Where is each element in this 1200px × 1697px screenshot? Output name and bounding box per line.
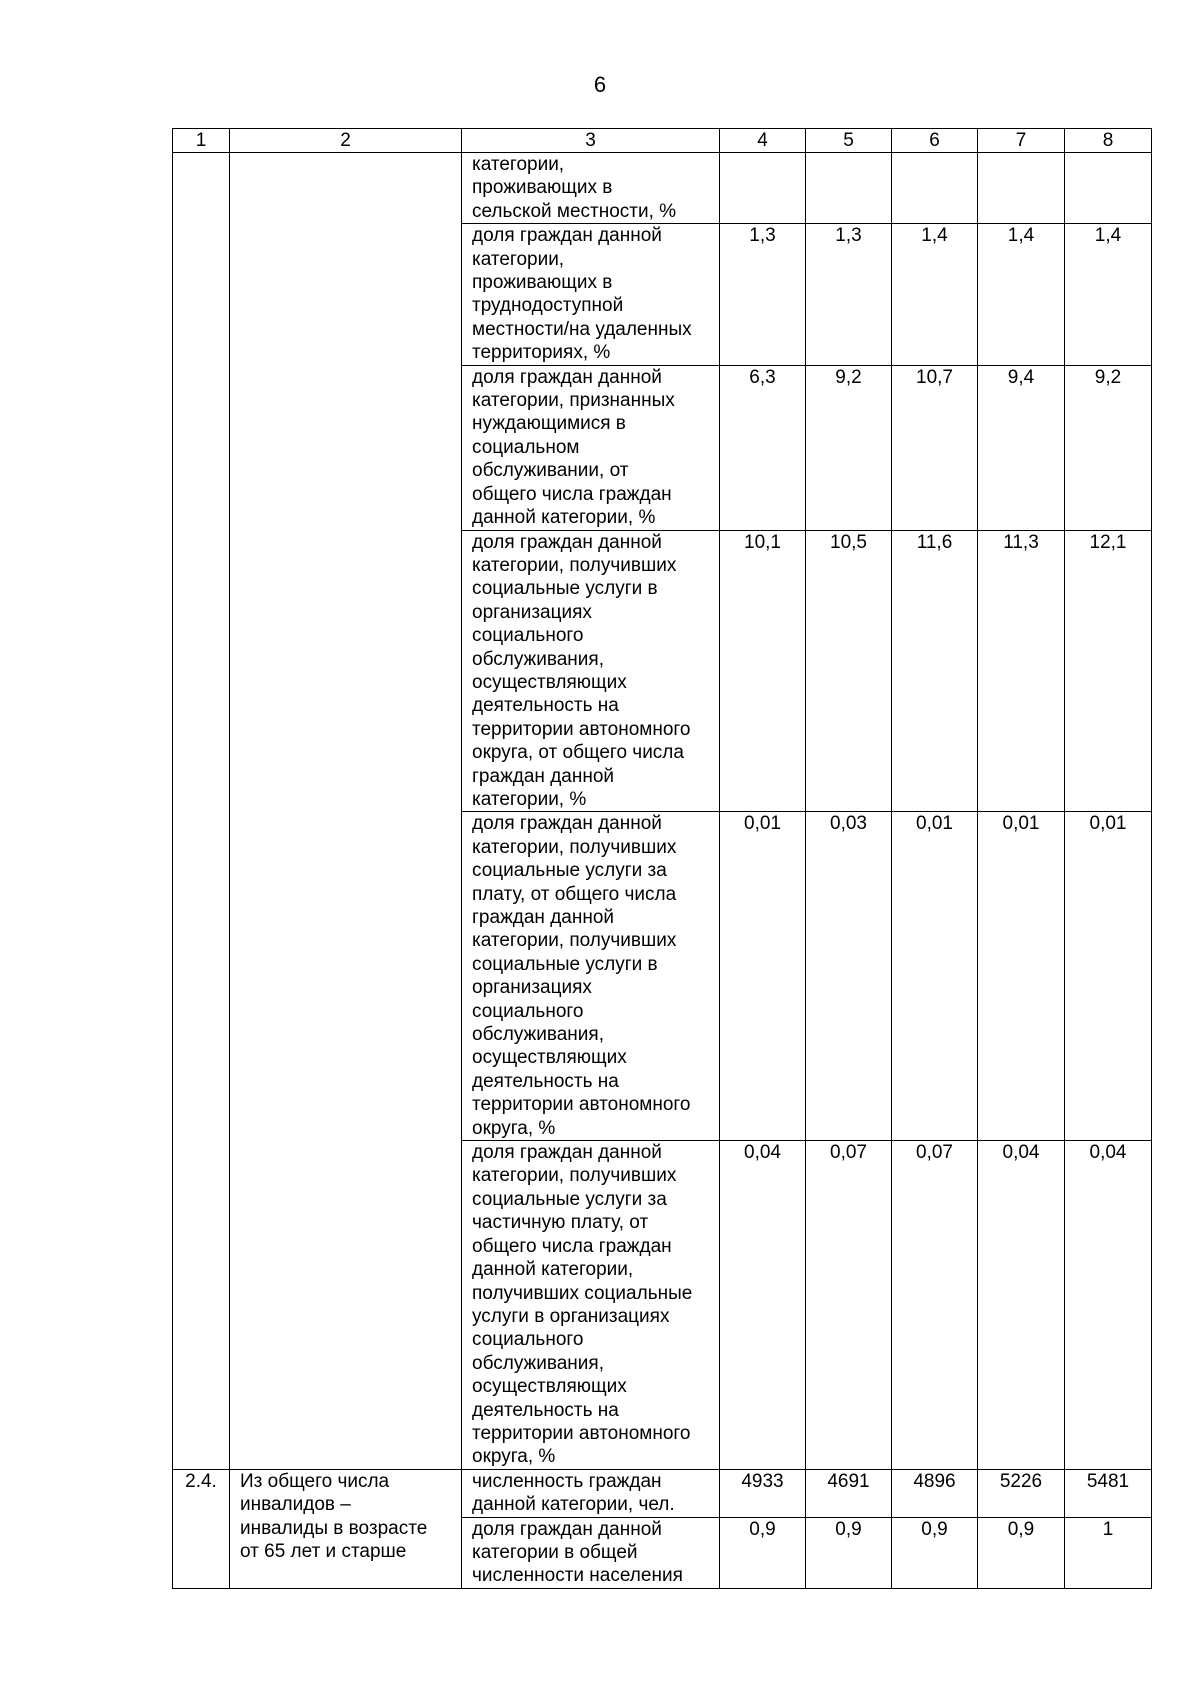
value-cell: 0,01 bbox=[892, 812, 978, 1141]
value-cell: 5481 bbox=[1065, 1469, 1152, 1517]
table-header-row bbox=[173, 129, 1152, 153]
section-name: Из общего числа инвалидов – инвалиды в возрасте от 65 лет и старше bbox=[230, 1469, 462, 1588]
value-cell: 1,4 bbox=[978, 224, 1065, 365]
value-cell: 4896 bbox=[892, 1469, 978, 1517]
value-cell: 11,6 bbox=[892, 530, 978, 812]
value-cell: 5226 bbox=[978, 1469, 1065, 1517]
value-cell: 1,4 bbox=[892, 224, 978, 365]
value-cell: 0,01 bbox=[978, 812, 1065, 1141]
value-cell: 1,4 bbox=[1065, 224, 1152, 365]
column-header: 4 bbox=[720, 129, 806, 153]
value-cell bbox=[892, 153, 978, 224]
name-cell-empty bbox=[230, 153, 462, 1470]
value-cell: 10,7 bbox=[892, 365, 978, 530]
value-cell: 9,2 bbox=[1065, 365, 1152, 530]
value-cell: 10,1 bbox=[720, 530, 806, 812]
column-header: 2 bbox=[230, 129, 462, 153]
value-cell: 0,9 bbox=[720, 1517, 806, 1588]
value-cell: 1 bbox=[1065, 1517, 1152, 1588]
column-header: 6 bbox=[892, 129, 978, 153]
column-header: 7 bbox=[978, 129, 1065, 153]
value-cell: 12,1 bbox=[1065, 530, 1152, 812]
value-cell: 9,2 bbox=[806, 365, 892, 530]
value-cell: 0,9 bbox=[892, 1517, 978, 1588]
indicator-description: доля граждан данной категории в общей численности населения bbox=[462, 1517, 720, 1588]
value-cell: 0,03 bbox=[806, 812, 892, 1141]
value-cell: 4933 bbox=[720, 1469, 806, 1517]
indicator-description: доля граждан данной категории, получивших социальные услуги в организациях социального обслуживания, осуществляющих деятельность на территории автономного округа, от общего числа граждан данной категории, % bbox=[462, 530, 720, 812]
indicator-description: доля граждан данной категории, проживающих в труднодоступной местности/на удаленных территориях, % bbox=[462, 224, 720, 365]
value-cell: 9,4 bbox=[978, 365, 1065, 530]
value-cell: 0,9 bbox=[978, 1517, 1065, 1588]
indicators-table bbox=[172, 128, 1152, 1589]
column-header: 3 bbox=[462, 129, 720, 153]
value-cell: 10,5 bbox=[806, 530, 892, 812]
value-cell: 0,01 bbox=[1065, 812, 1152, 1141]
section-code: 2.4. bbox=[173, 1469, 230, 1588]
value-cell: 0,04 bbox=[1065, 1141, 1152, 1470]
value-cell: 0,04 bbox=[978, 1141, 1065, 1470]
value-cell: 0,9 bbox=[806, 1517, 892, 1588]
indicator-description: доля граждан данной категории, признанных нуждающимися в социальном обслуживании, от общего числа граждан данной категории, % bbox=[462, 365, 720, 530]
indicator-description: категории, проживающих в сельской местности, % bbox=[462, 153, 720, 224]
value-cell: 0,07 bbox=[806, 1141, 892, 1470]
value-cell: 0,07 bbox=[892, 1141, 978, 1470]
value-cell: 1,3 bbox=[806, 224, 892, 365]
indicator-description: доля граждан данной категории, получивших социальные услуги за частичную плату, от общего числа граждан данной категории, получивших социальные услуги в организациях социального обслуживания, осуществляющих деятельность на территории автономного округа, % bbox=[462, 1141, 720, 1470]
indicator-description: численность граждан данной категории, чел. bbox=[462, 1469, 720, 1517]
value-cell bbox=[720, 153, 806, 224]
value-cell: 1,3 bbox=[720, 224, 806, 365]
value-cell: 4691 bbox=[806, 1469, 892, 1517]
table-row bbox=[173, 1469, 1152, 1517]
page-number: 6 bbox=[593, 72, 607, 97]
value-cell: 0,01 bbox=[720, 812, 806, 1141]
column-header: 1 bbox=[173, 129, 230, 153]
value-cell bbox=[978, 153, 1065, 224]
value-cell bbox=[806, 153, 892, 224]
column-header: 5 bbox=[806, 129, 892, 153]
value-cell: 11,3 bbox=[978, 530, 1065, 812]
code-cell-empty bbox=[173, 153, 230, 1470]
column-header: 8 bbox=[1065, 129, 1152, 153]
value-cell bbox=[1065, 153, 1152, 224]
value-cell: 6,3 bbox=[720, 365, 806, 530]
value-cell: 0,04 bbox=[720, 1141, 806, 1470]
indicator-description: доля граждан данной категории, получивших социальные услуги за плату, от общего числа граждан данной категории, получивших социальные услуги в организациях социального обслуживания, осуществляющих деятельность на территории автономного округа, % bbox=[462, 812, 720, 1141]
table-row bbox=[173, 153, 1152, 224]
